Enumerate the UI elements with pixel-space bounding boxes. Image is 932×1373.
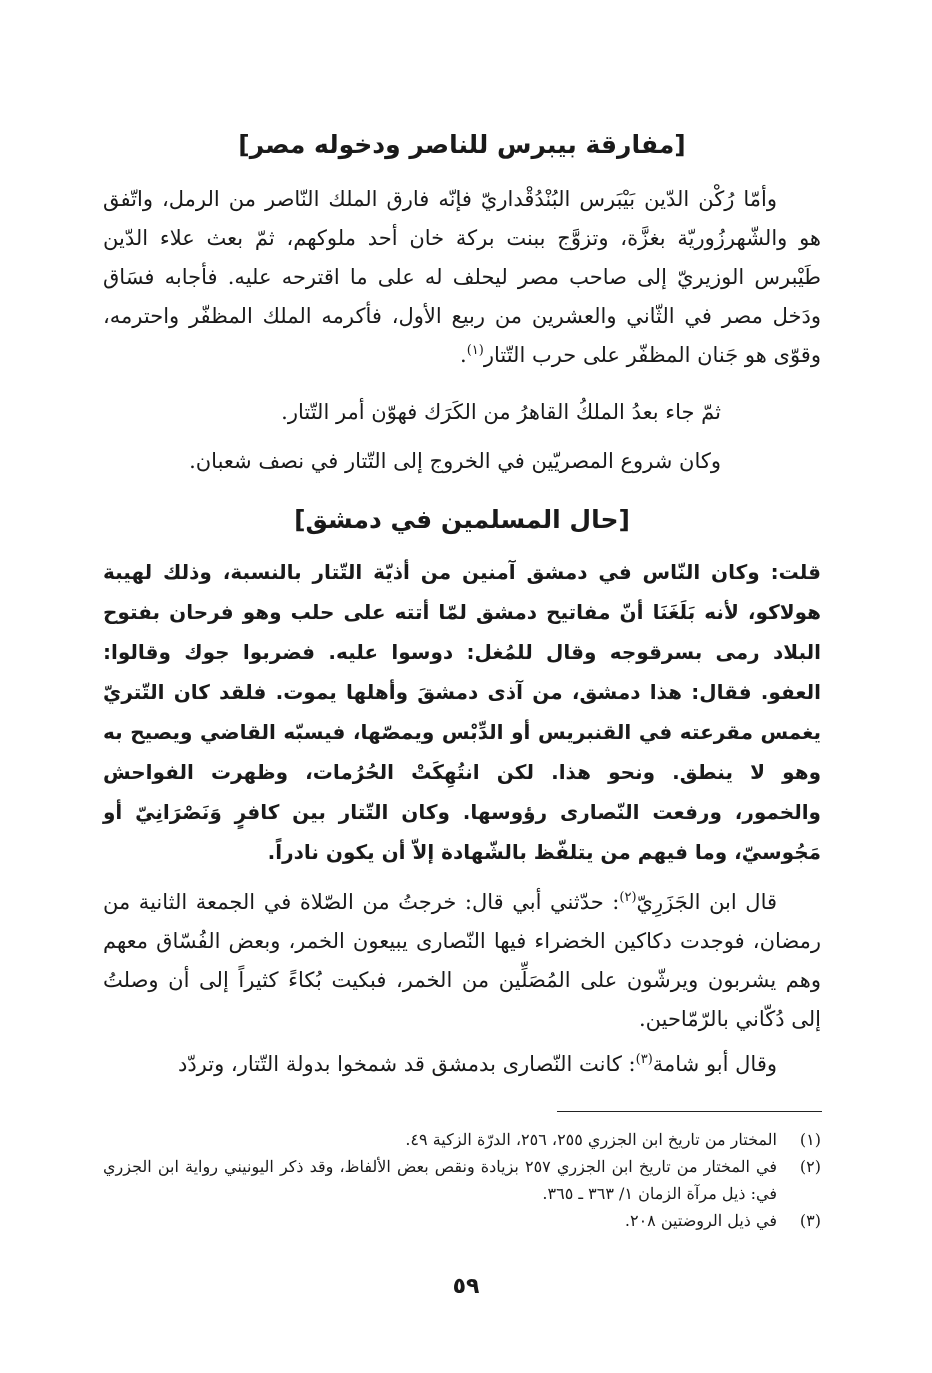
paragraph-2: ثمّ جاء بعدُ الملكُ القاهرُ من الكَرَك فهوّن أمر التّتار. — [281, 400, 721, 424]
footnote-item — [103, 1207, 821, 1234]
paragraph-4-bold: قلت: وكان النّاس في دمشق آمنين من أذيّة التّتار بالنسبة، وذلك لهيبة هولاكو، لأنه بَلَغَنَا أنّ مفاتيح دمشق لمّا أتته على حلب وهو فرحان بفتوح البلاد رمى بسرقوجه وقال للمُغل: دوسوا عليه. فضربوا جوك وقالوا: العفو. فقال: هذا دمشق، من آذى دمشقَ وأهلها يموت. فلقد كان التّتريّ يغمس مقرعته في القنبريس أو الدِّبْس ويمصّها، فيسبّه القاضي ويصيح به وهو لا ينطق. ونحو هذا. لكن انتُهِكَتْ الحُرُمات، وظهرت الفواحش والخمور، ورفعت النّصارى رؤوسها. وكان التّتار بين كافرٍ وَنَصْرَانِيّ أو مَجُوسيّ، وما فيهم من يتلفّظ بالشّهادة إلاّ أن يكون نادراً. — [103, 560, 821, 864]
footnote-separator — [557, 1111, 822, 1112]
paragraph-1 — [103, 180, 821, 375]
footnote-number: (٢) — [799, 1157, 821, 1176]
paragraph-5-lead: قال ابن الجَزَرِيّ — [636, 890, 777, 914]
paragraph-1-end: . — [460, 343, 467, 367]
footnote-item — [103, 1153, 821, 1207]
page-number: ٥٩ — [452, 1274, 480, 1299]
paragraph-6-lead: وقال أبو شامة — [652, 1052, 777, 1076]
footnote-number: (٣) — [799, 1211, 821, 1230]
footnote-text: المختار من تاريخ ابن الجزري ٢٥٥، ٢٥٦، الدرّة الزكية ٤٩. — [405, 1130, 777, 1149]
footnote-text: في ذيل الروضتين ٢٠٨. — [624, 1211, 777, 1230]
footnote-text: في المختار من تاريخ ابن الجزري ٢٥٧ بزيادة ونقص بعض الألفاظ، وقد ذكر اليونيني رواية ابن الجزري في: ذيل مرآة الزمان ١/ ٣٦٣ ـ ٣٦٥. — [103, 1157, 778, 1203]
footnote-ref-3: (٣) — [635, 1052, 653, 1067]
footnote-number: (١) — [799, 1130, 821, 1149]
section-heading-1: [مفارقة بيبرس للناصر ودخوله مصر] — [238, 130, 686, 159]
paragraph-6-block — [103, 1045, 821, 1084]
footnote-ref-1: (١) — [466, 343, 484, 358]
paragraph-4-block — [103, 552, 821, 872]
paragraph-1-block — [103, 180, 821, 375]
paragraph-1-text: وأمّا رُكْن الدّين بَيْبَرس البُنْدُقْداريّ فإنّه فارق الملك النّاصر من الرمل، واتّفق هو والشّهرزُوريّة بغزَّة، وتزوَّج ببنت بركة خان أحد ملوكهم، ثمّ بعث علاء الدّين طَيْبرس الوزيريّ إلى صاحب مصر ليحلف له على ما اقترحه عليه. فأجابه فسَاق ودَخل مصر في الثّاني والعشرين من ربيع الأول، فأكرمه الملك المظفّر واحترمه، وقوّى هو جَنان المظفّر على حرب التّتار — [103, 187, 821, 367]
paragraph-3-block — [103, 442, 821, 481]
paragraph-3: وكان شروع المصريّين في الخروج إلى التّتار في نصف شعبان. — [189, 449, 721, 473]
paragraph-6-text: : كانت النّصارى بدمشق قد شمخوا بدولة التّتار، وتردّد — [177, 1052, 636, 1076]
paragraph-5 — [103, 883, 821, 1039]
section-heading-2: [حال المسلمين في دمشق] — [294, 505, 630, 534]
footnote-ref-2: (٢) — [619, 890, 637, 905]
paragraph-6 — [103, 1045, 821, 1084]
paragraph-5-text: : حدّثني أبي قال: خرجتُ من الصّلاة في الجمعة الثانية من رمضان، فوجدت دكاكين الخضراء فيها النّصارى يبيعون الخمر، وبعض الفُسّاق معهم وهم يشربون ويرشّون على المُصَلِّين من الخمر، فبكيت بُكاءً كثيراً إلى أن وصلتُ إلى دُكّاني بالرّمّاحين. — [103, 890, 821, 1031]
paragraph-5-block — [103, 883, 821, 1039]
footnotes — [103, 1126, 821, 1234]
paragraph-2-block — [103, 393, 821, 432]
footnote-item — [103, 1126, 821, 1153]
